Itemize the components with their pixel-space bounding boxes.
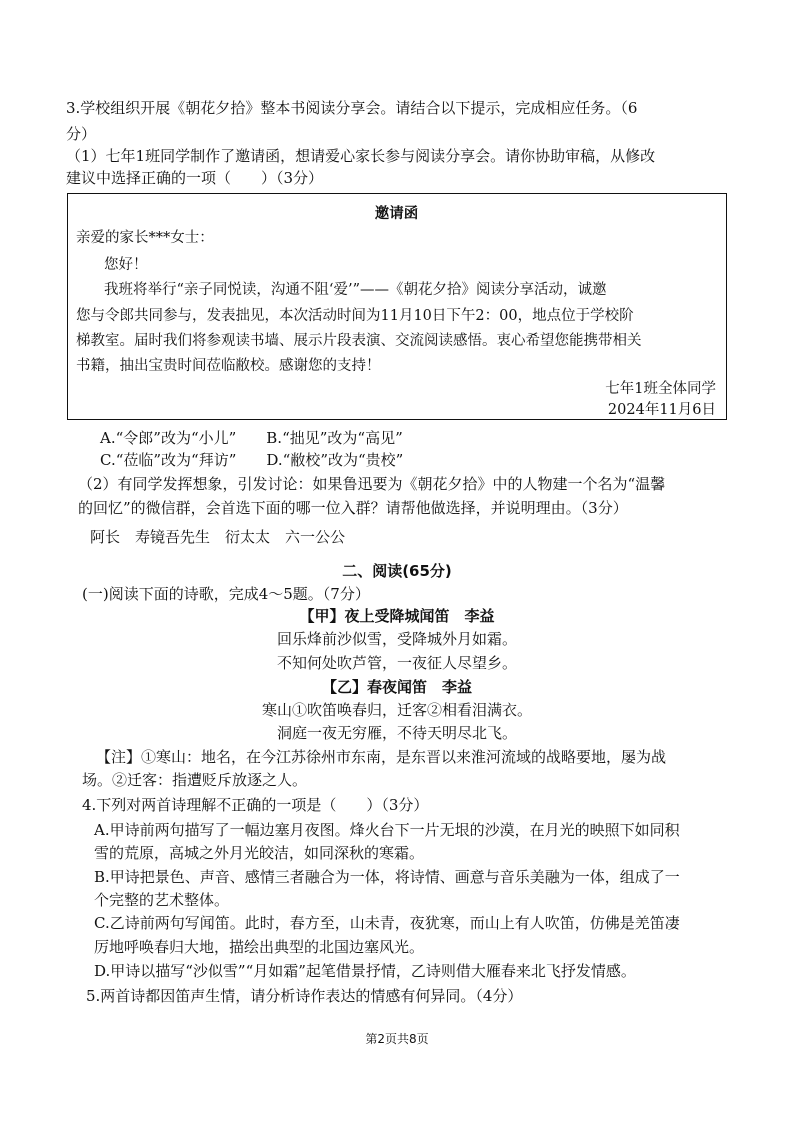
- q4-stem: 4.下列对两首诗理解不正确的一项是（ ）（3分）: [82, 796, 429, 814]
- q4-option-b-line1: B.甲诗把景色、声音、感情三者融合为一体，将诗情、画意与音乐美融为一体，组成了一: [94, 868, 680, 886]
- note-line1: 【注】①寒山：地名，在今江苏徐州市东南，是东晋以来淮河流域的战略要地，屡为战: [96, 748, 667, 766]
- q3-part2-line1: （2）有同学发挥想象，引发讨论：如果鲁迅要为《朝花夕拾》中的人物建一个名为“温馨: [78, 475, 666, 493]
- q4-option-a-line2: 雪的荒原，高城之外月光皎洁，如同深秋的寒霜。: [94, 844, 425, 862]
- q3-part1-line1: （1）七年1班同学制作了邀请函，想请爱心家长参与阅读分享会。请你协助审稿，从修改: [66, 147, 656, 165]
- page-number: 第2页共8页: [365, 1032, 429, 1046]
- poem-a-title: 【甲】夜上受降城闻笛 李益: [299, 607, 495, 625]
- invitation-body-line3: 梯教室。届时我们将参观读书墙、展示片段表演、交流阅读感悟。衷心希望您能携带相关: [76, 333, 642, 349]
- note-line2: 场。②迁客：指遭贬斥放逐之人。: [82, 771, 308, 789]
- q5-stem: 5.两首诗都因笛声生情，请分析诗作表达的情感有何异同。（4分）: [86, 987, 523, 1005]
- section-title: 二、阅读(65分): [342, 562, 452, 580]
- invitation-greeting: 您好！: [104, 257, 148, 273]
- poem-a-line2: 不知何处吹芦管，一夜征人尽望乡。: [276, 654, 517, 672]
- character-list: 阿长 寿镜吾先生 衍太太 六一公公: [90, 528, 346, 546]
- invitation-signature: 七年1班全体同学: [605, 381, 716, 397]
- q3-stem-line2: 分）: [66, 125, 97, 143]
- q4-option-b-line2: 个完整的艺术整体。: [94, 891, 230, 909]
- invitation-salutation: 亲爱的家长***女士：: [76, 230, 214, 246]
- q4-option-d-line1: D.甲诗以描写“沙似雪”“月如霜”起笔借景抒情，乙诗则借大雁春来北飞抒发情感。: [94, 962, 636, 980]
- q3-stem-line1: 3.学校组织开展《朝花夕拾》整本书阅读分享会。请结合以下提示，完成相应任务。（6: [66, 99, 638, 117]
- q4-option-c-line2: 厉地呼唤春归大地，描绘出典型的北国边塞风光。: [94, 938, 425, 956]
- poem-b-line2: 洞庭一夜无穷雁，不待天明尽北飞。: [276, 724, 517, 742]
- invitation-body-line1: 我班将举行“亲子同悦读，沟通不阻‘爱’”——《朝花夕拾》阅读分享活动，诚邀: [104, 282, 607, 298]
- invitation-body-line4: 书籍，抽出宝贵时间莅临敝校。感谢您的支持！: [76, 358, 381, 374]
- q3-options-line2: C.“莅临”改为“拜访” D.“敝校”改为“贵校”: [100, 451, 404, 469]
- q4-option-c-line1: C.乙诗前两句写闻笛。此时，春方至，山未青，夜犹寒，而山上有人吹笛，仿佛是羌笛凄: [94, 914, 680, 932]
- poem-b-line1: 寒山①吹笛唤春归，迁客②相看泪满衣。: [261, 701, 532, 719]
- invitation-title: 邀请函: [374, 205, 419, 222]
- q3-part1-line2: 建议中选择正确的一项（ ）（3分）: [66, 169, 324, 187]
- part1-instruction: (一)阅读下面的诗歌，完成4～5题。（7分）: [82, 585, 370, 603]
- poem-a-line1: 回乐烽前沙似雪，受降城外月如霜。: [276, 630, 517, 648]
- q4-option-a-line1: A.甲诗前两句描写了一幅边塞月夜图。烽火台下一片无垠的沙漠，在月光的映照下如同积: [94, 821, 680, 839]
- invitation-date: 2024年11月6日: [607, 402, 716, 418]
- q3-part2-line2: 的回忆”的微信群，会首选下面的哪一位入群？请帮他做选择，并说明理由。（3分）: [78, 499, 628, 517]
- invitation-box: [67, 193, 727, 420]
- q3-options-line1: A.“令郎”改为“小儿” B.“拙见”改为“高见”: [100, 429, 403, 447]
- poem-b-title: 【乙】春夜闻笛 李益: [321, 678, 472, 696]
- invitation-body-line2: 您与令郎共同参与，发表拙见，本次活动时间为11月10日下午2：00，地点位于学校阶: [76, 308, 634, 324]
